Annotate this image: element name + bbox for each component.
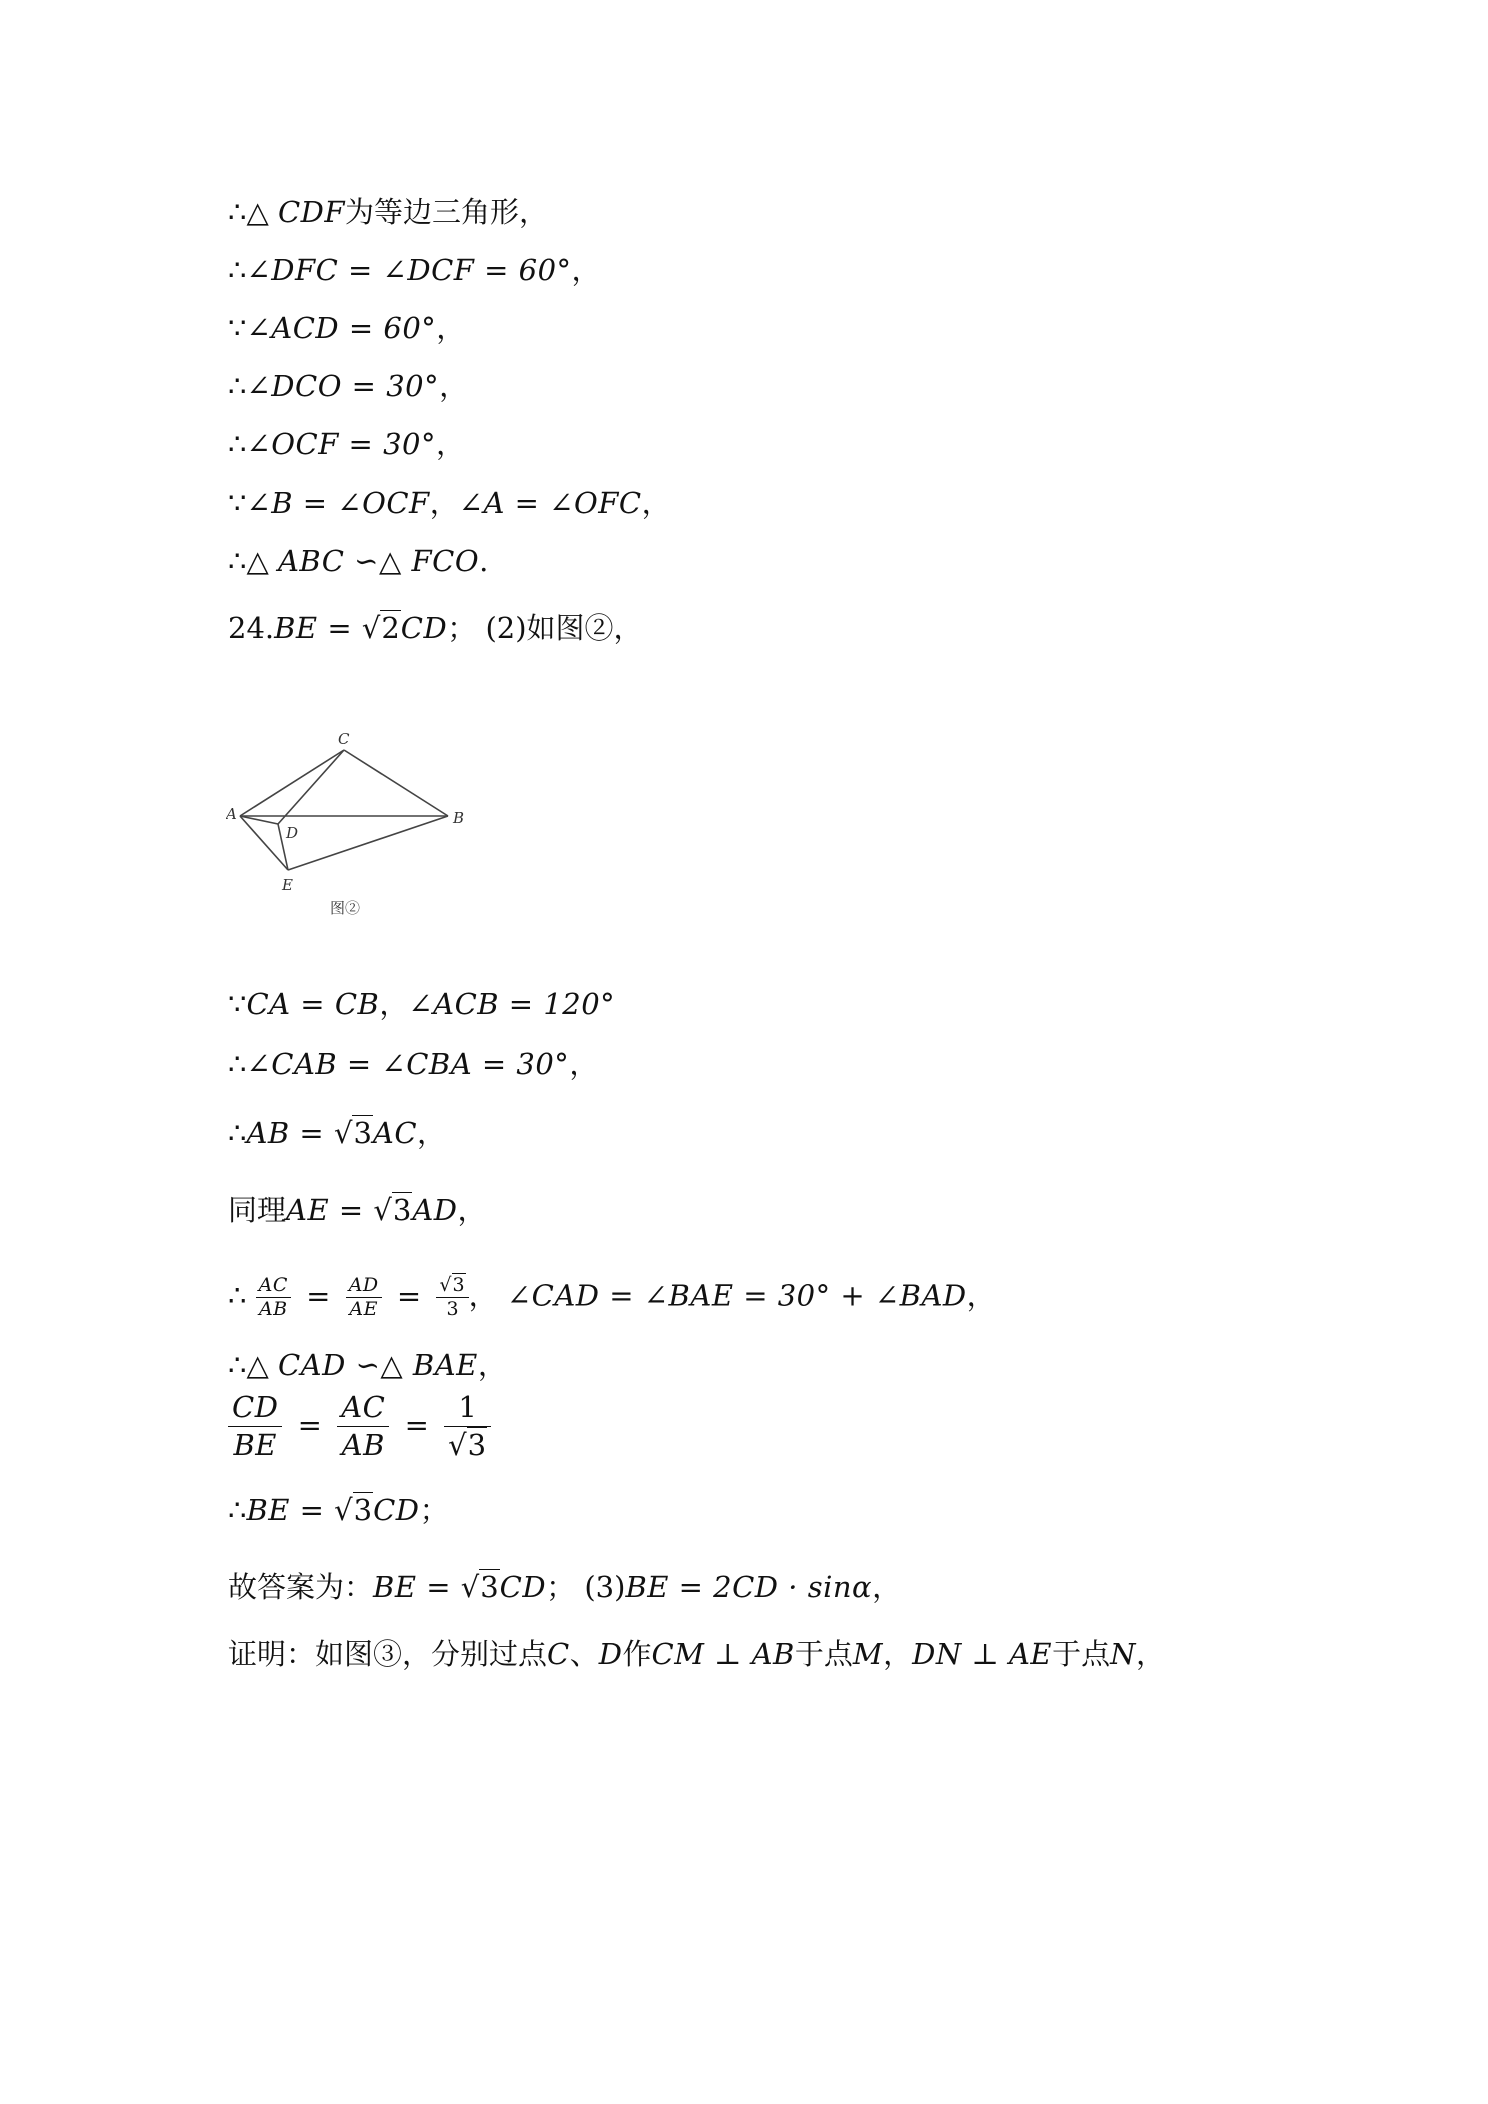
line-12: 同理AE = √3AD， [228,1193,487,1227]
line-6: ∵∠B = ∠OCF，∠A = ∠OFC， [228,486,671,520]
fraction-cd-be: $\frac{CD}{BE}$ [228,1389,282,1464]
label-b: B [453,809,465,827]
line-11: ∴AB = √3AC， [228,1116,447,1150]
line-16: ∴BE = √3CD； [228,1493,449,1527]
fraction-ad-ae: $\frac{AD}{AE}$ [346,1274,382,1321]
line-3: ∵∠ACD = 60°， [228,311,466,345]
line-15: $\frac{CD}{BE}$ = $\frac{AC}{AB}$ = $\frac{1}{√3}$ [228,1389,491,1464]
label-e: E [282,876,293,894]
fraction-ac-ab-2: $\frac{AC}{AB}$ [337,1389,389,1464]
segment-cb [344,750,448,816]
segment-ac [240,750,344,816]
line-1: ∴△ CDF为等边三角形， [228,195,549,229]
segment-ae [240,816,288,870]
fraction-1-sqrt3: $\frac{1}{√3}$ [444,1389,491,1464]
figure-2 [226,730,476,920]
label-a: A [226,805,237,823]
line-10: ∴∠CAB = ∠CBA = 30°， [228,1047,599,1081]
label-c: C [338,730,350,748]
segment-dc [278,750,344,824]
line-5: ∴∠OCF = 30°， [228,427,465,461]
line-17: 故答案为：BE = √3CD； (3)BE = 2CD · sinα， [228,1570,902,1604]
line-8: 24.BE = √2CD； (2)如图②， [228,611,643,645]
segment-eb [288,816,448,870]
line-4: ∴∠DCO = 30°， [228,369,469,403]
line-14: ∴△ CAD ∽△ BAE， [228,1348,507,1382]
line-13: ∴ $\frac{AC}{AB}$ = $\frac{AD}{AE}$ = $\frac{√3}{3}$ ， ∠CAD = ∠BAE = 30° + ∠BAD， [228,1274,996,1320]
figure-caption: 图② [330,899,361,917]
line-2: ∴∠DFC = ∠DCF = 60°， [228,253,601,287]
fraction-sqrt3-3: $\frac{√3}{3}$ [436,1274,468,1321]
label-d: D [286,824,299,842]
line-7: ∴△ ABC ∽△ FCO. [228,544,489,578]
line-18: 证明：如图③，分别过点C、D作CM ⊥ AB于点M，DN ⊥ AE于点N， [228,1637,1165,1671]
line-9: ∵CA = CB，∠ACB = 120° [228,987,616,1021]
fraction-ac-ab: $\frac{AC}{AB}$ [256,1274,291,1321]
